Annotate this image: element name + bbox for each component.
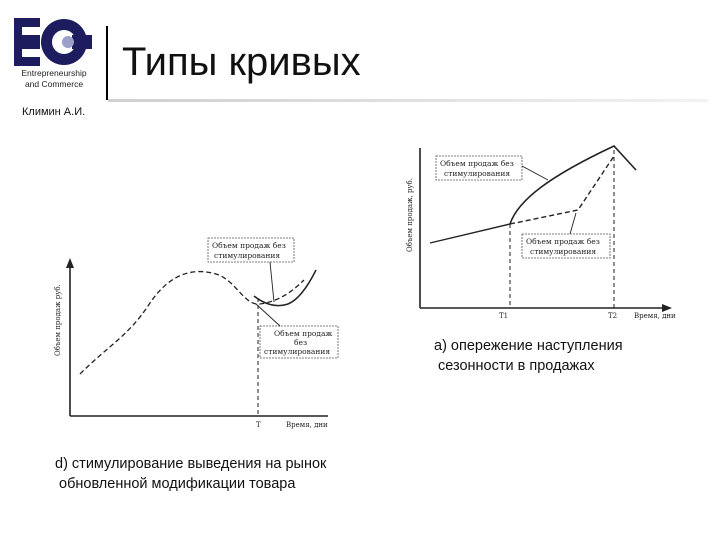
chart-d-y-arrow <box>66 258 74 268</box>
chart-a-ylabel: Объем продаж, руб. <box>406 178 414 252</box>
chart-a-x-arrow <box>662 304 672 312</box>
chart-a-base-line <box>430 224 510 243</box>
caption-d <box>55 454 326 494</box>
chart-d-ylabel: Объем продаж руб. <box>54 284 62 356</box>
chart-d-callout-bottom-pointer <box>256 304 280 326</box>
caption-d-line1: d) стимулирование выведения на рынок <box>55 456 327 472</box>
chart-a-tick-t1: T1 <box>499 312 509 320</box>
caption-a-line1: а) опережение наступления <box>434 338 623 354</box>
chart-a-callout-bottom-l2: стимулирования <box>530 247 597 256</box>
chart-d-callout-top-pointer <box>270 262 274 302</box>
logo-line1: Entrepreneurship <box>21 68 87 78</box>
chart-d-callout-top-l2: стимулирования <box>214 251 281 260</box>
chart-d-stimulated-curve <box>254 270 316 306</box>
chart-a-stimulated-curve <box>510 146 636 224</box>
caption-a-line2: сезонности в продажах <box>438 358 595 374</box>
logo-caption <box>12 68 96 90</box>
chart-a-callout-top-l1: Объем продаж без <box>440 159 514 168</box>
caption-d-line2: обновленной модификации товара <box>59 476 296 492</box>
chart-product-launch <box>48 226 348 438</box>
chart-d-dashed-curve <box>80 272 304 374</box>
author-name: Климин А.И. <box>22 106 86 118</box>
chart-d-callout-bottom-l3: стимулирования <box>264 347 331 356</box>
chart-a-callout-top-pointer <box>522 166 548 180</box>
chart-d-callout-bottom-l1: Объем продаж <box>274 329 333 338</box>
header-divider-vertical <box>106 26 108 100</box>
chart-d-callout-bottom-l2: без <box>294 338 308 347</box>
caption-a <box>434 336 623 376</box>
header-divider-horizontal <box>108 99 708 102</box>
chart-a-dashed-line <box>510 156 614 224</box>
chart-a-callout-bottom-l1: Объем продаж без <box>526 237 600 246</box>
ec-logo <box>14 18 92 66</box>
chart-d-tick-t: T <box>256 421 261 429</box>
chart-a-tick-t2: T2 <box>608 312 618 320</box>
chart-a-callout-top-l2: стимулирования <box>444 169 511 178</box>
chart-d-xlabel: Время, дни <box>286 421 328 429</box>
chart-a-callout-bottom-pointer <box>570 213 576 234</box>
chart-seasonality <box>400 140 690 325</box>
chart-d-callout-top-l1: Объем продаж без <box>212 241 286 250</box>
logo-line2: and Commerce <box>24 79 84 89</box>
chart-a-xlabel: Время, дни <box>634 312 676 320</box>
page-title: Типы кривых <box>122 40 361 84</box>
